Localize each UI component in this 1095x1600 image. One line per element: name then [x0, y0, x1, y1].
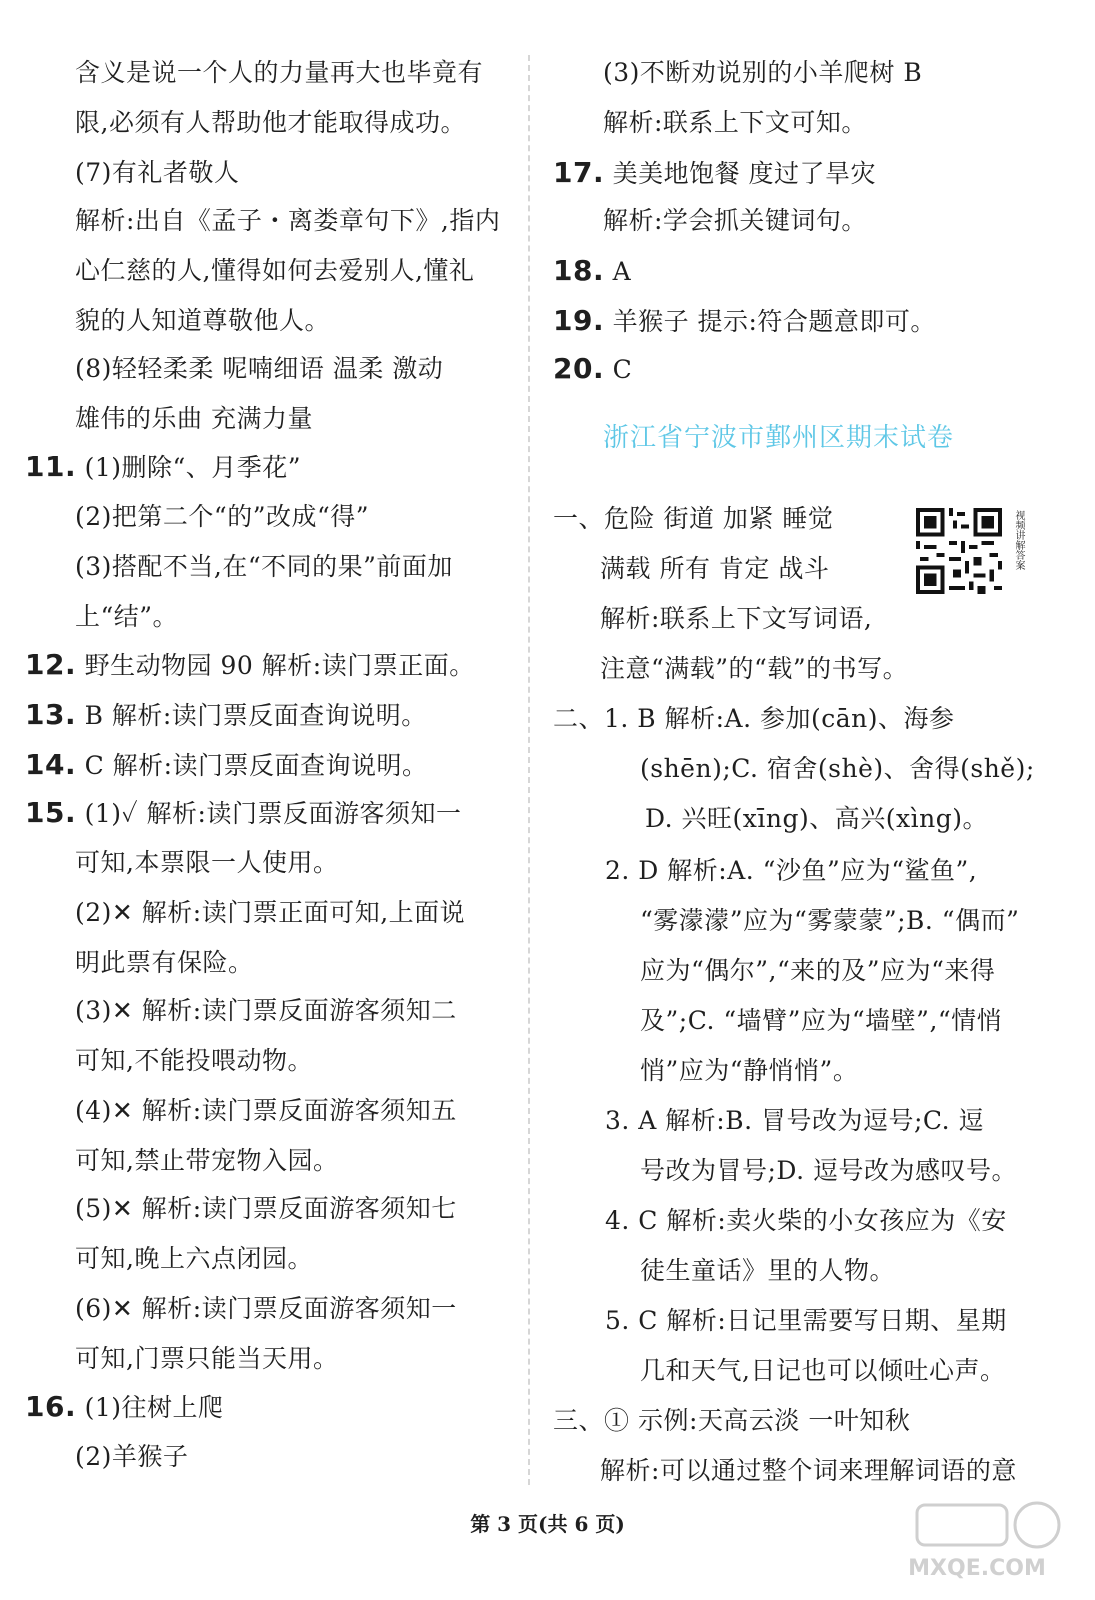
text-line	[75, 1146, 338, 1176]
question-number: 16.	[25, 1390, 77, 1423]
text-line	[75, 1442, 188, 1472]
line-text: 号改为冒号;D. 逗号改为感叹号。	[640, 1156, 1017, 1185]
text-line	[75, 206, 500, 236]
text-line	[75, 404, 313, 434]
text-line	[75, 996, 457, 1026]
qr-code-icon	[916, 508, 1002, 594]
text-line	[75, 1244, 313, 1274]
line-text: 貌的人知道尊敬他人。	[75, 306, 331, 335]
line-text: 可知,不能投喂动物。	[75, 1046, 313, 1075]
text-line	[600, 604, 872, 634]
line-text: 满载 所有 肯定 战斗	[600, 554, 830, 583]
line-text: 几和天气,日记也可以倾吐心声。	[640, 1356, 1006, 1385]
line-text: 5. C 解析:日记里需要写日期、星期	[605, 1306, 1007, 1335]
text-line	[640, 1256, 895, 1286]
text-line	[553, 158, 876, 189]
line-text: 应为“偶尔”,“来的及”应为“来得	[640, 956, 996, 985]
line-text: (2)羊猴子	[75, 1442, 189, 1471]
line-text: (6)✕ 解析:读门票反面游客须知一	[75, 1294, 457, 1323]
question-number: 14.	[25, 748, 77, 781]
text-line	[25, 452, 301, 483]
text-line	[25, 650, 475, 681]
line-text: (7)有礼者敬人	[75, 158, 240, 187]
text-line	[640, 1006, 1002, 1036]
line-text: 心仁慈的人,懂得如何去爱别人,懂礼	[75, 256, 475, 285]
text-line	[75, 848, 338, 878]
question-number: 19.	[553, 304, 605, 337]
text-line	[25, 798, 461, 829]
line-text: 可知,禁止带宠物入园。	[75, 1146, 339, 1175]
line-text: C 解析:读门票反面查询说明。	[84, 751, 428, 780]
text-line	[553, 1406, 910, 1436]
question-number: 11.	[25, 450, 77, 483]
line-text: 美美地饱餐 度过了旱灾	[612, 159, 877, 188]
text-line	[75, 898, 465, 928]
text-line	[640, 906, 1019, 936]
text-line	[75, 948, 254, 978]
line-text: 一、危险 街道 加紧 睡觉	[553, 504, 834, 533]
text-line	[605, 1306, 1007, 1336]
line-text: 可知,本票限一人使用。	[75, 848, 339, 877]
text-line	[605, 1106, 984, 1136]
line-text: 解析:出自《孟子・离娄章句下》,指内	[75, 206, 501, 235]
line-text: (8)轻轻柔柔 呢喃细语 温柔 激动	[75, 354, 444, 383]
line-text: 野生动物园 90 解析:读门票正面。	[84, 651, 475, 680]
text-line	[640, 1356, 1005, 1386]
text-line	[75, 306, 330, 336]
text-line	[75, 108, 466, 138]
line-text: 限,必须有人帮助他才能取得成功。	[75, 108, 466, 137]
line-text: 注意“满载”的“载”的书写。	[600, 654, 909, 683]
line-text: 悄”应为“静悄悄”。	[640, 1056, 859, 1085]
line-text: (2)✕ 解析:读门票正面可知,上面说	[75, 898, 466, 927]
text-line	[75, 602, 178, 632]
line-text: 含义是说一个人的力量再大也毕竟有	[75, 58, 484, 87]
text-line	[603, 108, 867, 138]
text-line	[75, 1096, 457, 1126]
line-text: 解析:联系上下文写词语,	[600, 604, 873, 633]
line-text: 徒生童话》里的人物。	[640, 1256, 896, 1285]
text-line	[75, 1294, 457, 1324]
line-text: 3. A 解析:B. 冒号改为逗号;C. 逗	[605, 1106, 985, 1135]
text-line	[75, 158, 239, 188]
line-text: 可知,门票只能当天用。	[75, 1344, 339, 1373]
text-line	[600, 654, 908, 684]
text-line	[603, 206, 867, 236]
question-number: 13.	[25, 698, 77, 731]
text-line	[25, 750, 428, 781]
question-number: 15.	[25, 796, 77, 829]
line-text: 解析:可以通过整个词来理解词语的意	[600, 1456, 1017, 1485]
text-line	[553, 354, 632, 385]
line-text: 解析:联系上下文可知。	[603, 108, 867, 137]
line-text: 可知,晚上六点闭园。	[75, 1244, 313, 1273]
line-text: 2. D 解析:A. “沙鱼”应为“鲨鱼”,	[605, 856, 978, 885]
column-divider	[528, 55, 530, 1485]
line-text: 三、① 示例:天高云淡 一叶知秋	[553, 1406, 911, 1435]
line-text: “雾濛濛”应为“雾蒙蒙”;B. “偶而”	[640, 906, 1020, 935]
text-line	[600, 554, 829, 584]
line-text: (3)搭配不当,在“不同的果”前面加	[75, 552, 453, 581]
line-text: (3)✕ 解析:读门票反面游客须知二	[75, 996, 457, 1025]
text-line	[640, 1056, 858, 1086]
text-line	[640, 956, 995, 986]
section-title: 浙江省宁波市鄞州区期末试卷	[603, 423, 955, 453]
line-text: 解析:学会抓关键词句。	[603, 206, 867, 235]
line-text: 上“结”。	[75, 602, 179, 631]
question-number: 12.	[25, 648, 77, 681]
text-line	[553, 704, 955, 734]
line-text: (4)✕ 解析:读门票反面游客须知五	[75, 1096, 457, 1125]
text-line	[25, 1392, 223, 1423]
text-line	[605, 1206, 1007, 1236]
text-line	[553, 256, 631, 287]
text-line	[75, 1194, 457, 1224]
line-text: (1)往树上爬	[84, 1393, 224, 1422]
page-footer: 第 3 页(共 6 页)	[470, 1512, 625, 1536]
line-text: 二、1. B 解析:A. 参加(cān)、海参	[553, 704, 955, 733]
line-text: (2)把第二个“的”改成“得”	[75, 502, 370, 531]
line-text: 及”;C. “墙臂”应为“墙壁”,“情悄	[640, 1006, 1003, 1035]
line-text: A	[612, 257, 632, 286]
text-line	[75, 502, 369, 532]
text-line	[640, 754, 1035, 784]
text-line	[75, 256, 474, 286]
text-line	[600, 1456, 1017, 1486]
text-line	[75, 1344, 338, 1374]
line-text: (1)删除“、月季花”	[84, 453, 302, 482]
line-text: B 解析:读门票反面查询说明。	[84, 701, 427, 730]
question-number: 18.	[553, 254, 605, 287]
line-text: 羊猴子 提示:符合题意即可。	[612, 307, 936, 336]
text-line	[75, 354, 443, 384]
text-line	[645, 804, 988, 834]
text-line	[553, 504, 833, 534]
line-text: (3)不断劝说别的小羊爬树 B	[603, 58, 923, 87]
line-text: 雄伟的乐曲 充满力量	[75, 404, 313, 433]
text-line	[25, 700, 427, 731]
text-line	[605, 856, 977, 886]
text-line	[553, 306, 936, 337]
text-line	[75, 1046, 313, 1076]
question-number: 17.	[553, 156, 605, 189]
line-text: (shēn);C. 宿舍(shè)、舍得(shě);	[640, 754, 1035, 783]
line-text: 明此票有保险。	[75, 948, 254, 977]
watermark-logo	[877, 1495, 1077, 1585]
line-text: C	[612, 355, 633, 384]
text-line	[603, 58, 922, 88]
text-line	[75, 58, 483, 88]
watermark-text: MXQE.COM	[908, 1556, 1046, 1581]
text-line	[640, 1156, 1017, 1186]
line-text: D. 兴旺(xīng)、高兴(xìng)。	[645, 804, 988, 833]
line-text: 4. C 解析:卖火柴的小女孩应为《安	[605, 1206, 1007, 1235]
line-text: (5)✕ 解析:读门票反面游客须知七	[75, 1194, 457, 1223]
line-text: (1)✓ 解析:读门票反面游客须知一	[84, 799, 462, 828]
text-line	[75, 552, 453, 582]
qr-caption: 视频讲解答案	[1013, 510, 1024, 570]
question-number: 20.	[553, 352, 605, 385]
